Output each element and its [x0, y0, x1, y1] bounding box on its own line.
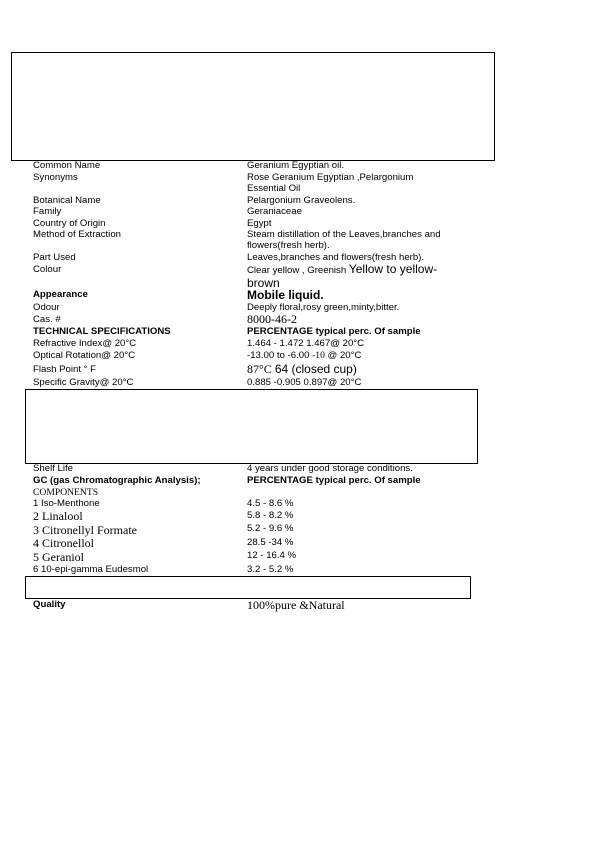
family-label: Family — [33, 206, 62, 217]
botanical-name-value: Pelargonium Graveolens. — [247, 195, 356, 206]
refractive-index-value: 1.464 - 1.472 1.467@ 20°C — [247, 338, 365, 349]
family-value: Geraniaceae — [247, 206, 302, 217]
component-geraniol-value: 12 - 16.4 % — [247, 550, 297, 561]
colour-value-suffix: Yellow to yellow- — [348, 262, 438, 276]
component-citronellyl-formate-label: 3 Citronellyl Formate — [33, 523, 137, 537]
odour-value: Deeply floral,rosy green,minty,bitter. — [247, 302, 400, 313]
appearance-label: Appearance — [33, 289, 88, 300]
lower-box — [25, 576, 471, 599]
synonyms-value-line1: Rose Geranium Egyptian ,Pelargonium — [247, 172, 414, 183]
middle-box — [25, 389, 478, 464]
optical-rotation-temp: @ 20°C — [324, 350, 362, 361]
component-citronellol-value: 28.5 -34 % — [247, 537, 294, 548]
component-geraniol-label: 5 Geraniol — [33, 550, 84, 564]
technical-specs-heading: TECHNICAL SPECIFICATIONS — [33, 326, 171, 337]
component-eudesmol-value: 3.2 - 5.2 % — [247, 564, 294, 575]
components-heading: COMPONENTS — [33, 487, 99, 498]
header-box — [11, 52, 495, 161]
extraction-method-value-line1: Steam distillation of the Leaves,branches and — [247, 229, 441, 240]
component-eudesmol-label: 6 10-epi-gamma Eudesmol — [33, 564, 149, 575]
flash-point-celsius: 87°C — [247, 362, 275, 376]
cas-number-label: Cas. # — [33, 314, 61, 325]
colour-label: Colour — [33, 264, 62, 275]
colour-value-line1 — [247, 263, 437, 276]
quality-label: Quality — [33, 599, 66, 610]
component-iso-menthone-value: 4.5 - 8.6 % — [247, 498, 294, 509]
component-citronellyl-formate-value: 5.2 - 9.6 % — [247, 523, 294, 534]
appearance-value: Mobile liquid. — [247, 288, 324, 302]
optical-rotation-typical: -10 — [312, 350, 325, 361]
botanical-name-label: Botanical Name — [33, 195, 101, 206]
component-linalool-value: 5.8 - 8.2 % — [247, 510, 294, 521]
flash-point-label: Flash Point ° F — [33, 364, 97, 375]
component-citronellol-label: 4 Citronellol — [33, 536, 94, 550]
extraction-method-value-line2: flowers(fresh herb). — [247, 240, 330, 251]
shelf-life-value: 4 years under good storage conditions. — [247, 463, 413, 474]
synonyms-label: Synonyms — [33, 172, 78, 183]
optical-rotation-range: -13.00 to -6.00 — [247, 350, 313, 361]
refractive-index-label: Refractive Index@ 20°C — [33, 338, 137, 349]
optical-rotation-label: Optical Rotation@ 20°C — [33, 350, 136, 361]
specific-gravity-value: 0.885 -0.905 0.897@ 20°C — [247, 377, 362, 388]
common-name-value: Geranium Egyptian oil. — [247, 160, 345, 171]
synonyms-value-line2: Essential Oil — [247, 183, 301, 194]
technical-specs-value-heading: PERCENTAGE typical perc. Of sample — [247, 326, 421, 337]
gc-analysis-heading: GC (gas Chromatographic Analysis); — [33, 475, 201, 486]
colour-value-line2: brown — [247, 276, 280, 290]
common-name-label: Common Name — [33, 160, 101, 171]
flash-point-value — [247, 363, 357, 376]
specific-gravity-label: Specific Gravity@ 20°C — [33, 377, 134, 388]
odour-label: Odour — [33, 302, 60, 313]
country-of-origin-value: Egypt — [247, 218, 272, 229]
part-used-label: Part Used — [33, 252, 76, 263]
country-of-origin-label: Country of Origin — [33, 218, 106, 229]
part-used-value: Leaves,branches and flowers(fresh herb). — [247, 252, 425, 263]
shelf-life-label: Shelf Life — [33, 463, 74, 474]
component-linalool-label: 2 Linalool — [33, 509, 83, 523]
colour-value-prefix: Clear yellow , Greenish — [247, 265, 349, 276]
flash-point-fahrenheit: 64 (closed cup) — [274, 362, 357, 376]
gc-value-heading: PERCENTAGE typical perc. Of sample — [247, 475, 421, 486]
cas-number-value: 8000-46-2 — [247, 312, 297, 326]
optical-rotation-value — [247, 350, 361, 361]
quality-value: 100%pure &Natural — [247, 598, 345, 612]
extraction-method-label: Method of Extraction — [33, 229, 121, 240]
component-iso-menthone-label: 1 Iso-Menthone — [33, 498, 100, 509]
